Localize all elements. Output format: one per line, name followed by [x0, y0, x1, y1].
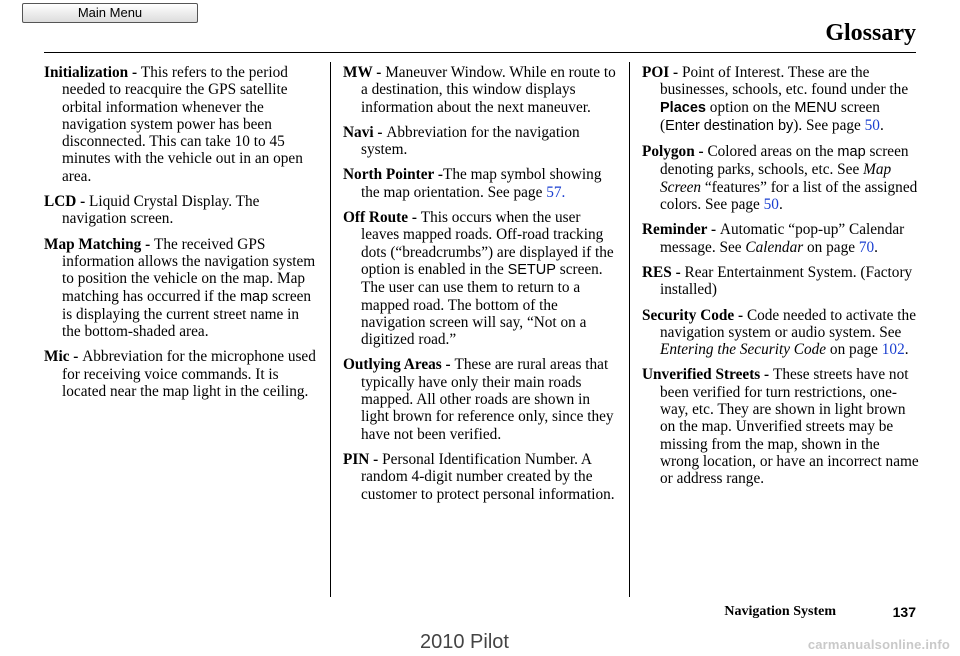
entry-north-pointer — [343, 166, 619, 201]
term-map-matching: Map Matching - — [44, 235, 155, 253]
definition-res: Rear Entertainment System. (Factory installed) — [660, 263, 913, 299]
entry-navi — [343, 124, 619, 159]
term-unverified-streets: Unverified Streets - — [642, 366, 773, 384]
term-polygon: Polygon - — [642, 143, 708, 161]
definition-poi-c: screen ( — [660, 98, 880, 134]
reference-entering-security-code: Entering the Security Code — [660, 341, 827, 359]
page-link-57[interactable]: 57. — [546, 183, 566, 201]
ui-label-places: Places — [660, 99, 706, 116]
page-link-70[interactable]: 70 — [858, 238, 875, 256]
definition-security-code-b: on page — [826, 341, 882, 359]
page-title: Glossary — [825, 20, 916, 46]
definition-poi-b: option on the — [705, 98, 795, 116]
term-mic: Mic - — [44, 348, 83, 366]
term-initialization: Initialization - — [44, 64, 141, 81]
definition-pin: Personal Identification Number. A random 4-digit number created by the customer to protect personal information. — [361, 450, 615, 503]
term-security-code: Security Code - — [642, 306, 747, 324]
definition-map-matching: The received GPS information allows the navigation system to position the vehicle on the map. Map matching has occurred if the — [62, 235, 316, 305]
definition-off-route-cont: screen. The user can use them to return to a mapped road. The bottom of the navigation screen will say, “Not on a digitized road.” — [361, 260, 603, 349]
watermark-model: 2010 Pilot — [420, 631, 509, 653]
column-divider-2 — [629, 62, 630, 597]
column-divider-1 — [330, 62, 331, 597]
page-link-102[interactable]: 102 — [881, 341, 905, 359]
entry-mic — [44, 348, 320, 400]
definition-polygon: Colored areas on the — [707, 143, 838, 161]
definition-poi-d: ). See page — [793, 116, 865, 134]
entry-lcd — [44, 193, 320, 228]
term-pin: PIN - — [343, 450, 383, 468]
entry-initialization — [44, 64, 320, 185]
entry-unverified-streets — [642, 366, 920, 487]
entry-outlying-areas — [343, 356, 619, 442]
term-mw: MW - — [343, 64, 386, 81]
definition-unverified-streets: These streets have not been verified for turn restrictions, one-way, etc. They are shown in light brown on the map. Unverified streets may be missing from the map, shown in the wrong location, or have an incorrect name or address range. — [660, 366, 919, 488]
definition-navi: Abbreviation for the navigation system. — [361, 123, 580, 159]
ui-label-map: map — [239, 288, 269, 305]
term-outlying-areas: Outlying Areas - — [343, 356, 455, 374]
ui-label-map: map — [837, 144, 866, 161]
entry-polygon — [642, 143, 920, 213]
definition-off-route: This occurs when the user leaves mapped roads. Off-road tracking dots (“breadcrumbs”) are displayed if the option is enabled in the — [361, 209, 614, 278]
term-res: RES - — [642, 263, 685, 281]
definition-mic: Abbreviation for the microphone used for receiving voice commands. It is located near the map light in the ceiling. — [62, 348, 316, 401]
entry-map-matching — [44, 236, 320, 341]
footer-page-number: 137 — [892, 604, 916, 620]
ui-label-enter-destination-by: Enter destination by — [665, 117, 794, 134]
entry-res — [642, 264, 920, 299]
page-link-50[interactable]: 50 — [763, 196, 779, 214]
entry-pin — [343, 451, 619, 503]
term-reminder: Reminder - — [642, 221, 720, 239]
term-off-route: Off Route - — [343, 209, 421, 227]
site-logo: carmanualsonline.info — [807, 637, 950, 652]
entry-security-code — [642, 307, 920, 359]
term-poi: POI - — [642, 64, 682, 81]
definition-mw: Maneuver Window. While en route to a destination, this window displays information about the next maneuver. — [361, 64, 616, 116]
entry-off-route — [343, 209, 619, 348]
reference-calendar: Calendar — [745, 238, 804, 256]
term-north-pointer: North Pointer - — [343, 166, 443, 184]
definition-north-pointer: The map symbol showing the map orientation. See page — [361, 166, 602, 201]
header-divider — [44, 52, 916, 53]
definition-reminder-b: on page — [803, 238, 859, 256]
definition-security-code: Code needed to activate the navigation system or audio system. See — [660, 306, 916, 341]
definition-lcd: Liquid Crystal Display. The navigation screen. — [62, 193, 260, 228]
footer-section-name: Navigation System — [724, 604, 836, 619]
definition-reminder-c: . — [874, 238, 878, 256]
glossary-column-2 — [343, 64, 619, 511]
definition-initialization: This refers to the period needed to reacquire the GPS satellite orbital information whenever the navigation system power has been disconnected. This can take 10 to 45 minutes with the vehicle out in an open area. — [62, 64, 303, 185]
entry-reminder — [642, 221, 920, 256]
term-navi: Navi - — [343, 123, 387, 141]
definition-outlying-areas: These are rural areas that typically have only their main roads mapped. All other roads are shown in light brown for reference only, since they have not been verified. — [361, 356, 614, 443]
term-lcd: LCD - — [44, 193, 90, 211]
definition-polygon-c: “features” for a list of the assigned colors. See page — [660, 178, 918, 214]
definition-map-matching-cont: screen is displaying the current street name in the bottom-shaded area. — [62, 287, 312, 341]
page-link-50[interactable]: 50 — [864, 116, 880, 134]
entry-mw — [343, 64, 619, 116]
definition-poi: Point of Interest. These are the businesses, schools, etc. found under the — [660, 64, 909, 99]
ui-label-menu: MENU — [794, 99, 838, 116]
definition-polygon-d: . — [778, 196, 783, 214]
definition-reminder: Automatic “pop-up” Calendar message. See — [660, 221, 905, 256]
glossary-column-1 — [44, 64, 320, 408]
definition-poi-e: . — [879, 116, 884, 134]
ui-label-setup: SETUP — [507, 261, 556, 278]
entry-poi — [642, 64, 920, 135]
definition-polygon-b: screen denoting parks, schools, etc. See — [660, 143, 909, 179]
reference-map-screen: Map Screen — [660, 161, 892, 196]
main-menu-button[interactable]: Main Menu — [22, 3, 198, 23]
definition-security-code-c: . — [904, 341, 909, 359]
glossary-column-3 — [642, 64, 920, 496]
